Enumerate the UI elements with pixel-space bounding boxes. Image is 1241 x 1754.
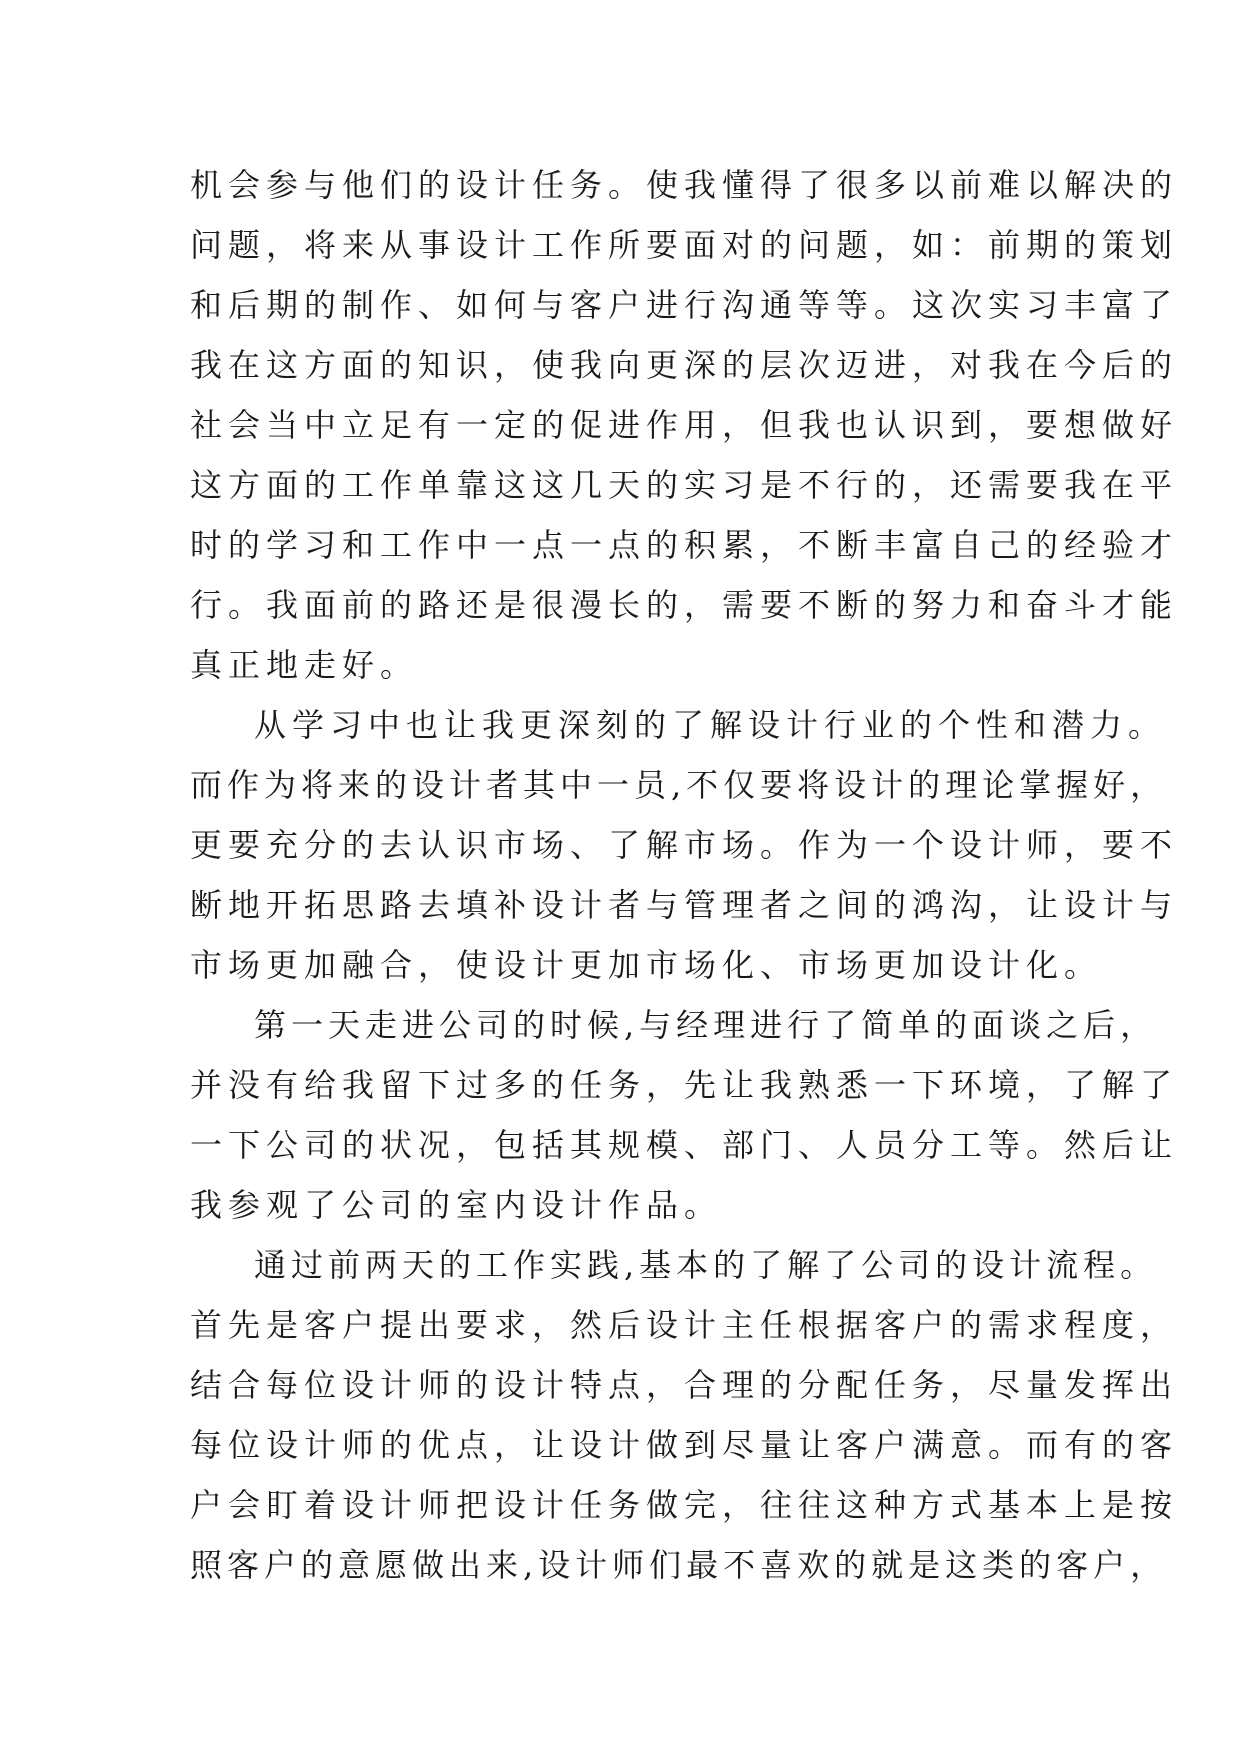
text-line-20: 首先是客户提出要求，然后设计主任根据客户的需求程度， — [190, 1306, 1179, 1344]
text-line-16: 并没有给我留下过多的任务，先让我熟悉一下环境，了解了 — [190, 1066, 1179, 1104]
text-line-21: 结合每位设计师的设计特点，合理的分配任务，尽量发挥出 — [190, 1366, 1179, 1404]
text-line-17: 一下公司的状况，包括其规模、部门、人员分工等。然后让 — [190, 1126, 1179, 1164]
text-line-22: 每位设计师的优点，让设计做到尽量让客户满意。而有的客 — [190, 1426, 1179, 1464]
text-line-8: 行。我面前的路还是很漫长的，需要不断的努力和奋斗才能 — [190, 586, 1179, 624]
paragraph-start-line: 从学习中也让我更深刻的了解设计行业的个性和潜力。 — [254, 706, 1167, 744]
paragraph-start-line: 通过前两天的工作实践,基本的了解了公司的设计流程。 — [254, 1246, 1158, 1284]
text-line-14: 市场更加融合，使设计更加市场化、市场更加设计化。 — [190, 946, 1103, 984]
text-line-23: 户会盯着设计师把设计任务做完，往往这种方式基本上是按 — [190, 1486, 1179, 1524]
text-line-7: 时的学习和工作中一点一点的积累，不断丰富自己的经验才 — [190, 526, 1179, 564]
text-line-24: 照客户的意愿做出来,设计师们最不喜欢的就是这类的客户， — [190, 1546, 1168, 1584]
paragraph-start-line: 第一天走进公司的时候,与经理进行了简单的面谈之后， — [254, 1006, 1158, 1044]
text-line-5: 社会当中立足有一定的促进作用，但我也认识到，要想做好 — [190, 406, 1179, 444]
text-line-4: 我在这方面的知识，使我向更深的层次迈进，对我在今后的 — [190, 346, 1179, 384]
text-line-18: 我参观了公司的室内设计作品。 — [190, 1186, 723, 1224]
text-line-9: 真正地走好。 — [190, 646, 419, 684]
text-line-6: 这方面的工作单靠这这几天的实习是不行的，还需要我在平 — [190, 466, 1179, 504]
text-line-2: 问题，将来从事设计工作所要面对的问题，如：前期的策划 — [190, 226, 1179, 264]
text-line-13: 断地开拓思路去填补设计者与管理者之间的鸿沟，让设计与 — [190, 886, 1179, 924]
text-line-1: 机会参与他们的设计任务。使我懂得了很多以前难以解决的 — [190, 166, 1179, 204]
text-line-12: 更要充分的去认识市场、了解市场。作为一个设计师，要不 — [190, 826, 1179, 864]
text-line-11: 而作为将来的设计者其中一员,不仅要将设计的理论掌握好， — [190, 766, 1168, 804]
body-text — [190, 155, 1179, 1595]
text-line-3: 和后期的制作、如何与客户进行沟通等等。这次实习丰富了 — [190, 286, 1179, 324]
